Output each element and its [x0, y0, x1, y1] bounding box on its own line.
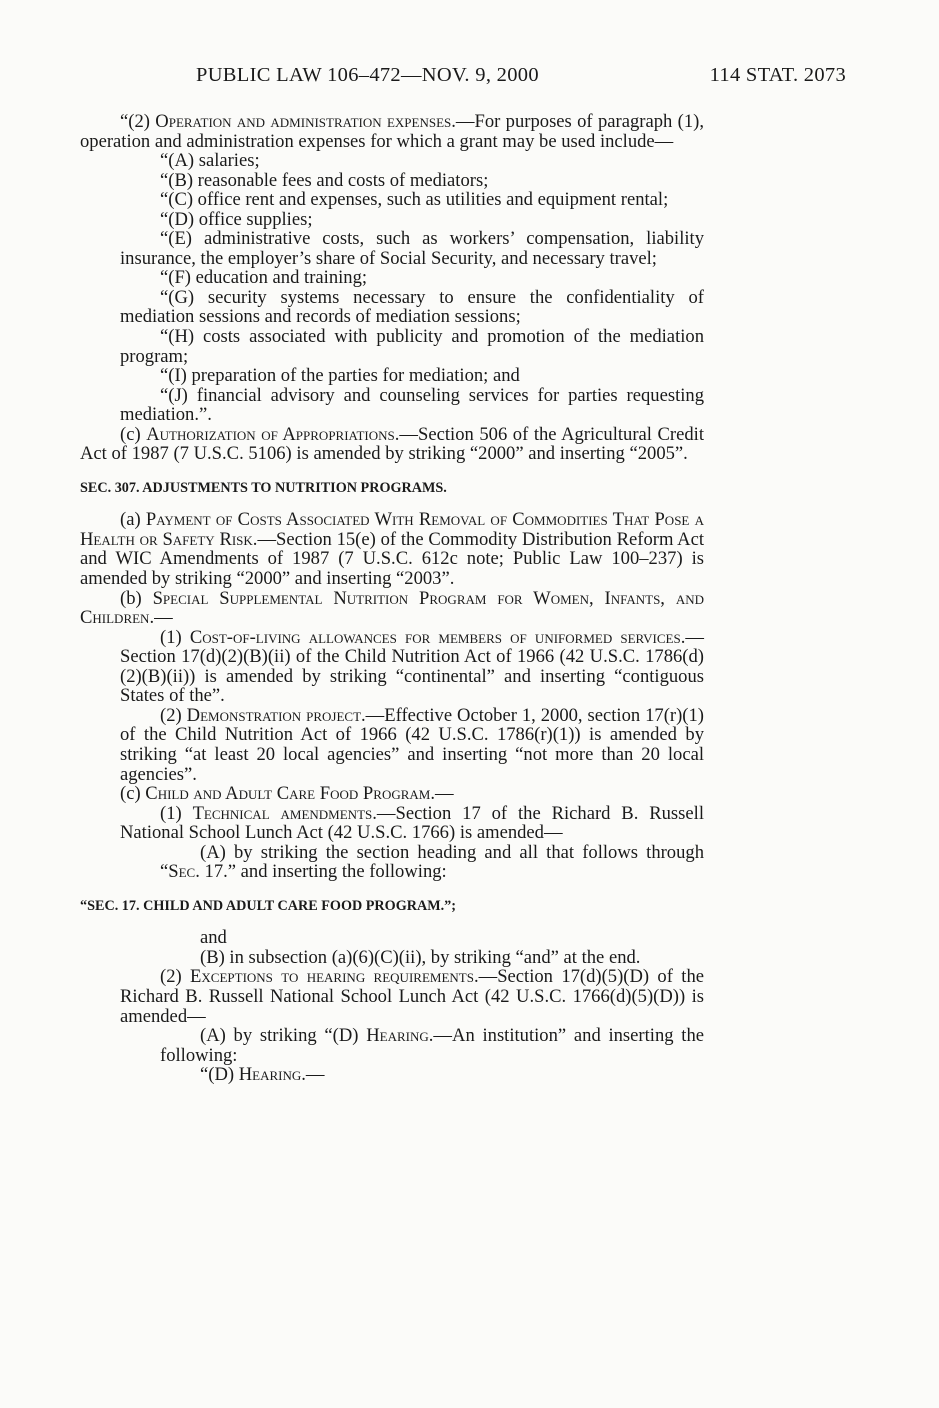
- paragraph: [80, 928, 704, 948]
- paragraph: [80, 843, 704, 882]
- paragraph: [80, 948, 704, 968]
- paragraph-text: “(J) financial advisory and counseling services for parties requesting mediation.”.: [120, 384, 704, 426]
- paragraph-heading: Operation and administration expenses: [155, 111, 452, 132]
- paragraph-text: .—For purposes of paragraph (1), operation and administration expenses for which a grant may be used include—: [80, 111, 704, 152]
- header-title: PUBLIC LAW 106–472—NOV. 9, 2000: [196, 64, 539, 86]
- paragraph-text: “(G) security systems necessary to ensure the confidentiality of mediation sessions and records of mediation sessions;: [120, 286, 704, 328]
- paragraph-heading: Hearing: [366, 1025, 429, 1047]
- paragraph: [80, 967, 704, 1026]
- paragraph-text: (2): [160, 966, 191, 988]
- paragraph-text: .—Section 17(d)(2)(B)(ii) of the Child Nutrition Act of 1966 (42 U.S.C. 1786(d)(2)(B)(ii)) is amended by striking “continental” and inserting “contiguous States of the”.: [120, 626, 704, 707]
- paragraph-text: (c): [120, 423, 147, 445]
- paragraph-text: .—Section 17 of the Richard B. Russell National School Lunch Act (42 U.S.C. 1766) is amended—: [120, 802, 704, 844]
- paragraph-text: .—Section 17(d)(5)(D) of the Richard B. Russell National School Lunch Act (42 U.S.C. 1766(d)(5)(D)) is amended—: [120, 966, 704, 1027]
- paragraph-text: .—: [149, 607, 173, 629]
- section-heading: [80, 897, 704, 917]
- paragraph-text: (A) by striking the section heading and all that follows through “: [160, 841, 704, 883]
- paragraph-text: (A) by striking “(D): [200, 1025, 367, 1047]
- paragraph-text: “(D): [200, 1064, 239, 1086]
- paragraph: [80, 366, 704, 386]
- paragraph-heading: Technical amendments: [192, 802, 373, 824]
- paragraph-text: “(H) costs associated with publicity and promotion of the mediation program;: [120, 326, 704, 367]
- paragraph-heading: Payment of Costs Associated With Removal of Commodities That Pose a Health or Safety Risk: [80, 509, 704, 550]
- paragraph-text: .—Section 506 of the Agricultural Credit Act of 1987 (7 U.S.C. 5106) is amended by striking “2000” and inserting “2005”.: [80, 423, 704, 465]
- paragraph-text: .—Effective October 1, 2000, section 17(r)(1) of the Child Nutrition Act of 1966 (42 U.S.C. 1786(r)(1)) is amended by striking “at least 20 local agencies” and inserting “not more than 20 local agencies”.: [120, 704, 704, 785]
- paragraph-text: “(A) salaries;: [160, 150, 260, 172]
- paragraph-text: “(E) administrative costs, such as workers’ compensation, liability insurance, the employer’s share of Social Security, and necessary travel;: [120, 228, 704, 269]
- paragraph-text: (a): [120, 509, 146, 531]
- paragraph-text: (1): [160, 626, 190, 648]
- section-heading: [80, 479, 704, 499]
- paragraph-heading: Authorization of Appropriations: [146, 423, 395, 445]
- paragraph-text: “(2): [120, 111, 156, 132]
- paragraph: [80, 804, 704, 843]
- paragraph: [80, 425, 704, 464]
- paragraph: [80, 589, 704, 628]
- paragraph-text: .—Section 15(e) of the Commodity Distribution Reform Act and WIC Amendments of 1987 (7 U.S.C. 612c note; Public Law 100–237) is amended by striking “2000” and inserting “2003”.: [80, 528, 704, 590]
- paragraph: [80, 327, 704, 366]
- paragraph: [80, 628, 704, 706]
- paragraph-heading: Child and Adult Care Food Program: [145, 783, 431, 805]
- paragraph-text: .—An institution” and inserting the following:: [160, 1025, 704, 1066]
- paragraph-text: “(C) office rent and expenses, such as utilities and equipment rental;: [160, 189, 669, 211]
- paragraph-text: “SEC. 17. CHILD AND ADULT CARE FOOD PROGRAM.”;: [80, 897, 457, 914]
- paragraph-heading: Hearing: [238, 1064, 302, 1086]
- paragraph-heading: Special Supplemental Nutrition Program for Women, Infants, and Children: [80, 587, 704, 629]
- paragraph-text: (2): [160, 704, 187, 726]
- header-page-number: 114 STAT. 2073: [709, 64, 846, 86]
- paragraph: [80, 784, 704, 804]
- paragraph: [80, 288, 704, 327]
- page-header: [196, 64, 846, 94]
- paragraph-text: “(B) reasonable fees and costs of mediators;: [160, 169, 489, 191]
- paragraph: [80, 268, 704, 288]
- paragraph-heading: Demonstration project: [186, 704, 362, 726]
- paragraph: [80, 386, 704, 425]
- paragraph-text: SEC. 307. ADJUSTMENTS TO NUTRITION PROGRAMS.: [80, 479, 447, 496]
- paragraph: [80, 171, 704, 191]
- paragraph: [80, 229, 704, 268]
- paragraph-text: .—: [430, 783, 454, 805]
- document-body: [80, 112, 704, 1085]
- paragraph: [80, 151, 704, 171]
- paragraph-text: (B) in subsection (a)(6)(C)(ii), by striking “and” at the end.: [200, 946, 641, 968]
- paragraph: [80, 510, 704, 588]
- paragraph-text: (b): [120, 587, 153, 609]
- paragraph-text: “(F) education and training;: [160, 267, 368, 289]
- paragraph: [80, 1065, 704, 1085]
- paragraph: [80, 210, 704, 230]
- paragraph: [80, 112, 704, 151]
- paragraph: [80, 706, 704, 784]
- paragraph-text: (1): [160, 802, 193, 824]
- paragraph-text: . 17.” and inserting the following:: [195, 861, 447, 883]
- paragraph-text: and: [200, 927, 227, 949]
- paragraph-text: (c): [120, 783, 146, 805]
- paragraph: [80, 1026, 704, 1065]
- paragraph-heading: Cost-of-living allowances for members of uniformed services: [189, 626, 681, 648]
- paragraph-heading: Sec: [168, 861, 196, 883]
- paragraph-text: .—: [301, 1064, 325, 1086]
- paragraph-text: “(D) office supplies;: [160, 208, 313, 230]
- paragraph-heading: Exceptions to hearing requirements: [190, 966, 474, 988]
- paragraph-text: “(I) preparation of the parties for mediation; and: [160, 365, 520, 387]
- paragraph: [80, 190, 704, 210]
